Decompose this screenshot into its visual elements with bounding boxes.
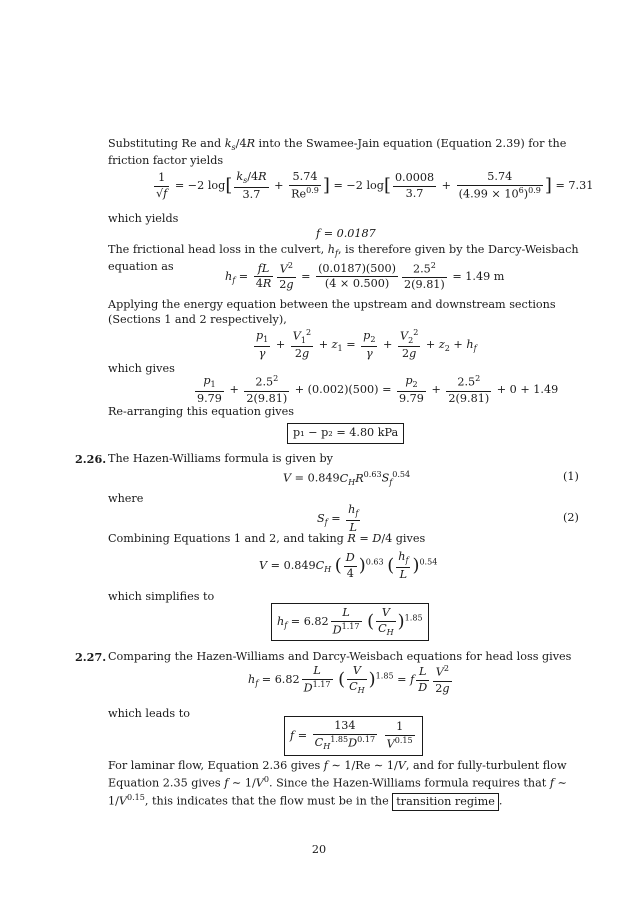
paragraph-hazen-intro: The Hazen-Williams formula is given by	[108, 452, 333, 465]
slope-equation: $S_f$ = $\frac{h_f}{L}$	[317, 503, 359, 534]
combined-equation: $V = 0.849C_H$ ( $\frac{D}{4}$ )$^{0.63}$ ( $\frac{h_f}{L}$ )$^{0.54}$	[259, 550, 438, 581]
friction-factor-result: f = 0.0187	[316, 227, 376, 240]
paragraph-swamee-jain-intro: Substituting Re and $k_s/4R$ into the Swamee-Jain equation (Equation 2.39) for the friction factor yields	[108, 137, 567, 167]
swamee-result: = 7.31	[555, 179, 594, 193]
swamee-jain-equation: $\frac{1}{√f}$ = −2 log[ $\frac{k_s/4R}{3.7}$ + $\frac{5.74}{Re^{0.9}}$ ] = −2 log[ $\frac{0.0008}{3.7}$ + $\frac{5.74}{(4.99 \times 10^6)^{0.9}}$ ] = 7.31	[156, 170, 594, 201]
paragraph-where: where	[108, 492, 144, 505]
friction-factor-hw-boxed: f = $\frac{134}{C_H^{1.85}D^{0.17}}$ $\frac{1}{V^{0.15}}$	[284, 716, 423, 756]
equation-number-2: (2)	[563, 511, 579, 524]
paragraph-which-yields: which yields	[108, 212, 179, 225]
transition-regime-boxed: transition regime	[392, 793, 499, 811]
paragraph-conclusion: For laminar flow, Equation 2.36 gives f ∼ 1/Re ∼ 1/V, and for fully-turbulent flow Equation 2.35 gives f ∼ $1/V^0$. Since the Hazen-Williams formula requires that f ∼ $1/V^{0.15}$, this indicates that the flow must be in the transition regime .	[108, 758, 580, 811]
page-number: 20	[311, 843, 327, 856]
paragraph-simplifies: which simplifies to	[108, 590, 215, 603]
hazen-williams-equation: $V = 0.849C_HR^{0.63}S_f^{0.54}$	[283, 470, 411, 487]
paragraph-combining: Combining Equations 1 and 2, and taking R = D/4 gives	[108, 532, 426, 545]
simplified-equation-boxed: $h_f = 6.82$ $\frac{L}{D^{1.17}}$ ( $\frac{V}{C_H}$ )$^{1.85}$	[271, 603, 429, 641]
equation-number-1: (1)	[563, 470, 579, 483]
problem-number-2-26: 2.26.	[75, 452, 107, 466]
paragraph-rearranging: Re-arranging this equation gives	[108, 405, 294, 418]
problem-number-2-27: 2.27.	[75, 650, 107, 664]
energy-equation: $\frac{p_1}{\gamma}$ + $\frac{V_1^2}{2g}$ + $z_1$ = $\frac{p_2}{\gamma}$ + $\frac{V_2^2}{2g}$ + $z_2 + h_f$	[256, 328, 477, 361]
pressure-difference-result: p₁ − p₂ = 4.80 kPa	[287, 423, 404, 444]
paragraph-darcy-intro: The frictional head loss in the culvert, $h_f$, is therefore given by the Darcy-Weisbach equation as	[108, 243, 579, 273]
paragraph-comparing: Comparing the Hazen-Williams and Darcy-Weisbach equations for head loss gives	[108, 650, 572, 663]
comparison-equation: $h_f = 6.82$ $\frac{L}{D^{1.17}}$ ( $\frac{V}{C_H}$ )$^{1.85}$ = f $\frac{L}{D}$ $\frac{V^2}{2g}$	[248, 664, 450, 695]
energy-equation-numeric: $\frac{p_1}{9.79}$ + $\frac{2.5^2}{2(9.81)}$ + (0.002)(500) = $\frac{p_2}{9.79}$ + $\frac{2.5^2}{2(9.81)}$ + 0 + 1.49	[197, 374, 559, 405]
head-loss-result: = 1.49 m	[452, 269, 505, 283]
paragraph-leads-to: which leads to	[108, 707, 190, 720]
paragraph-energy-intro: Applying the energy equation between the upstream and downstream sections (Sections 1 and 2 respectively),	[108, 298, 556, 326]
darcy-weisbach-equation: $h_f$ = $\frac{fL}{4R}$ $\frac{V^2}{2g}$ = $\frac{(0.0187)(500)}{(4 \times 0.500)}$ $\frac{2.5^2}{2(9.81)}$ = 1.49 m	[225, 261, 505, 292]
paragraph-which-gives: which gives	[108, 362, 175, 375]
